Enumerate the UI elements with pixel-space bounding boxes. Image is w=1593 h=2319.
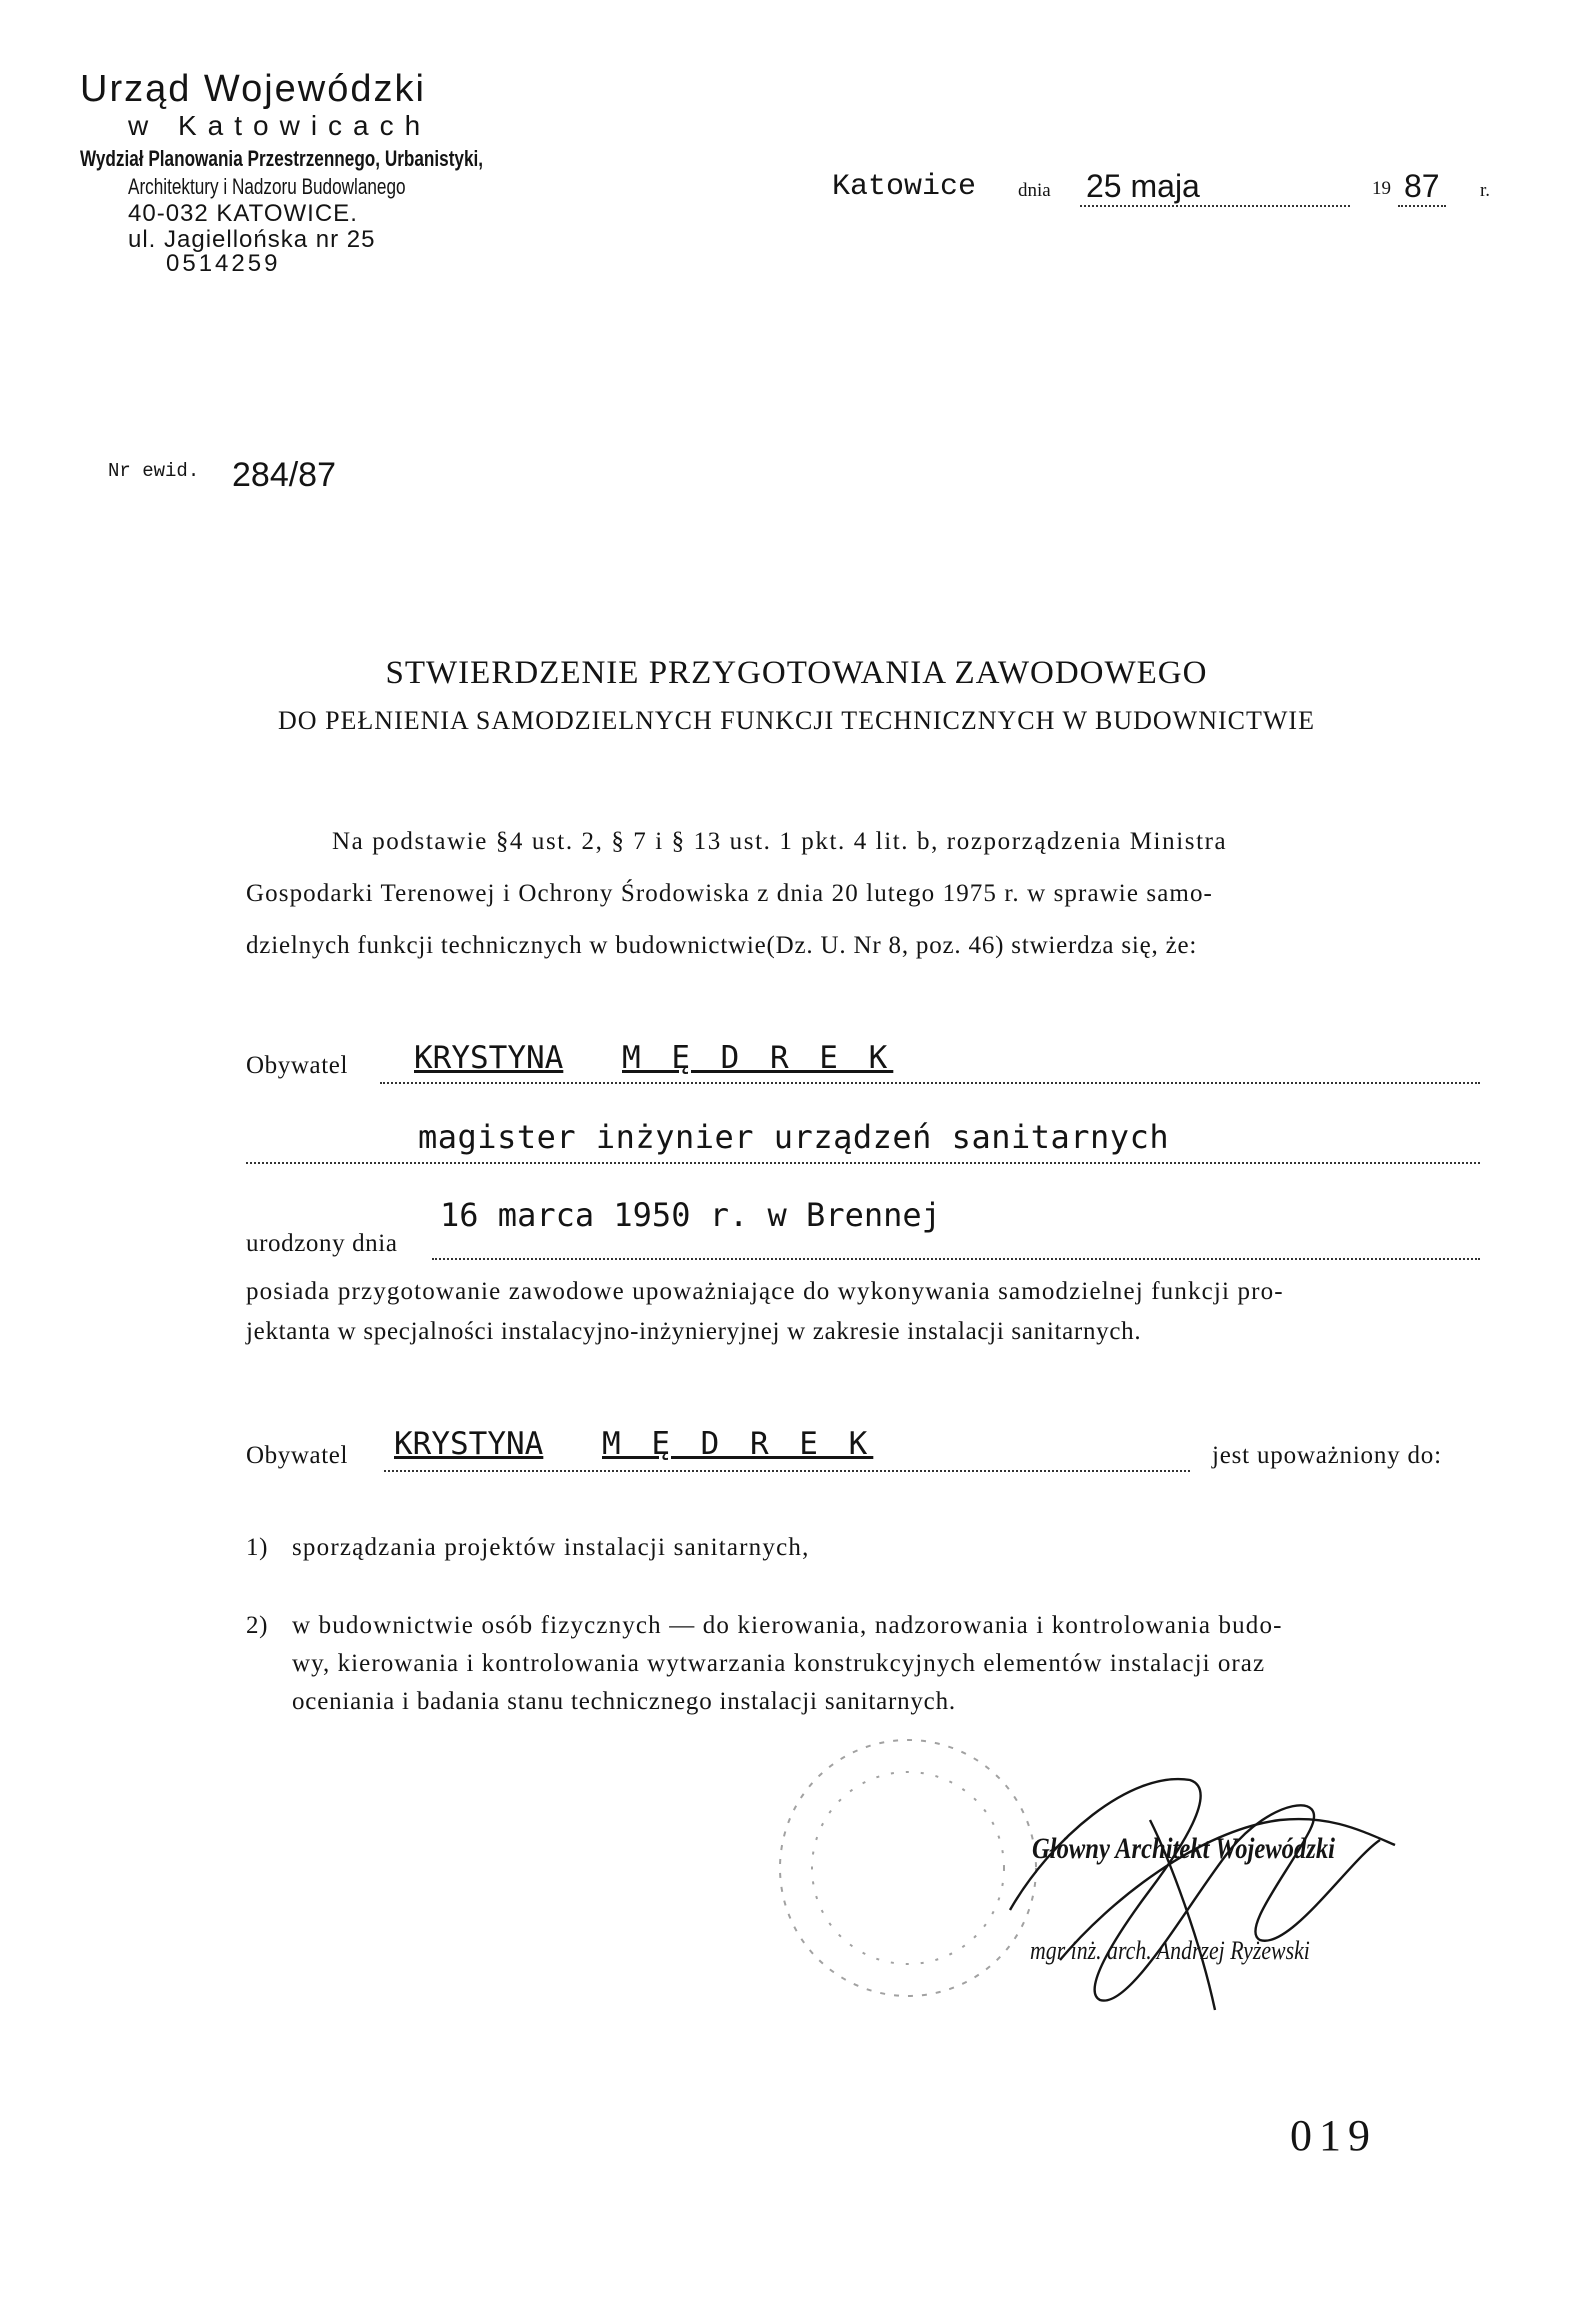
auth-item-2-line-3: oceniania i badania stanu technicznego instalacji sanitarnych. bbox=[292, 1688, 956, 1715]
qualification-line-2: jektanta w specjalności instalacyjno-inżynieryjnej w zakresie instalacji sanitarnych. bbox=[246, 1318, 1142, 1345]
auth-item-1-number: 1) bbox=[246, 1534, 269, 1561]
person-degree: magister inżynier urządzeń sanitarnych bbox=[418, 1118, 1170, 1156]
intro-line-2: Gospodarki Terenowej i Ochrony Środowiska z dnia 20 lutego 1975 r. w sprawie samo- bbox=[246, 880, 1213, 907]
reference-label: Nr ewid. bbox=[108, 460, 200, 482]
office-name: Urząd Wojewódzki bbox=[80, 68, 426, 110]
intro-line-1: Na podstawie §4 ust. 2, § 7 i § 13 ust. 1 pkt. 4 lit. b, rozporządzenia Ministra bbox=[332, 828, 1228, 855]
person-birth-value: 16 marca 1950 r. w Brennej bbox=[440, 1196, 941, 1234]
date-dnia-label: dnia bbox=[1018, 180, 1051, 201]
auth-suffix: jest upoważniony do: bbox=[1212, 1442, 1442, 1469]
page-number: 019 bbox=[1290, 2111, 1377, 2160]
auth-item-2-number: 2) bbox=[246, 1612, 269, 1639]
round-seal bbox=[780, 1740, 1036, 1996]
office-postcode: 40-032 KATOWICE. bbox=[128, 200, 358, 227]
signatory-title: Główny Architekt Wojewódzki bbox=[1032, 1832, 1335, 1865]
auth-item-2-line-1: w budownictwie osób fizycznych — do kierowania, nadzorowania i kontrolowania budo- bbox=[292, 1612, 1283, 1639]
date-year-suffix: 87 bbox=[1404, 168, 1440, 204]
document-title: STWIERDZENIE PRZYGOTOWANIA ZAWODOWEGO bbox=[385, 655, 1208, 691]
auth-obywatel-label: Obywatel bbox=[246, 1442, 348, 1469]
signatory-name: mgr inż. arch. Andrzej Ryżewski bbox=[1030, 1936, 1310, 1965]
person-birth-label: urodzony dnia bbox=[246, 1230, 398, 1257]
office-department-cont: Architektury i Nadzoru Budowlanego bbox=[128, 174, 406, 199]
auth-first-name: KRYSTYNA bbox=[394, 1426, 544, 1462]
handwritten-signature bbox=[1010, 1779, 1395, 2010]
qualification-line-1: posiada przygotowanie zawodowe upoważniające do wykonywania samodzielnej funkcji pro- bbox=[246, 1278, 1284, 1305]
date-day-month: 25 maja bbox=[1086, 168, 1200, 204]
date-year-prefix: 19 bbox=[1372, 178, 1391, 199]
person-obywatel-label: Obywatel bbox=[246, 1052, 348, 1079]
auth-item-1: sporządzania projektów instalacji sanitarnych, bbox=[292, 1534, 810, 1561]
office-regon: 0514259 bbox=[166, 250, 281, 277]
document-subtitle: DO PEŁNIENIA SAMODZIELNYCH FUNKCJI TECHNICZNYCH W BUDOWNICTWIE bbox=[278, 706, 1315, 735]
office-city: w Katowicach bbox=[128, 110, 432, 141]
person-last-name: M Ę D R E K bbox=[622, 1040, 894, 1076]
auth-item-2-line-2: wy, kierowania i kontrolowania wytwarzania konstrukcyjnych elementów instalacji oraz bbox=[292, 1650, 1266, 1677]
reference-number: 284/87 bbox=[232, 456, 336, 494]
date-city: Katowice bbox=[832, 170, 977, 204]
date-r-label: r. bbox=[1480, 180, 1491, 201]
office-street: ul. Jagiellońska nr 25 bbox=[128, 226, 376, 253]
office-department: Wydział Planowania Przestrzennego, Urbanistyki, bbox=[80, 146, 484, 171]
auth-last-name: M Ę D R E K bbox=[602, 1426, 874, 1462]
intro-line-3: dzielnych funkcji technicznych w budownictwie(Dz. U. Nr 8, poz. 46) stwierdza się, że: bbox=[246, 932, 1198, 959]
person-first-name: KRYSTYNA bbox=[414, 1040, 564, 1076]
